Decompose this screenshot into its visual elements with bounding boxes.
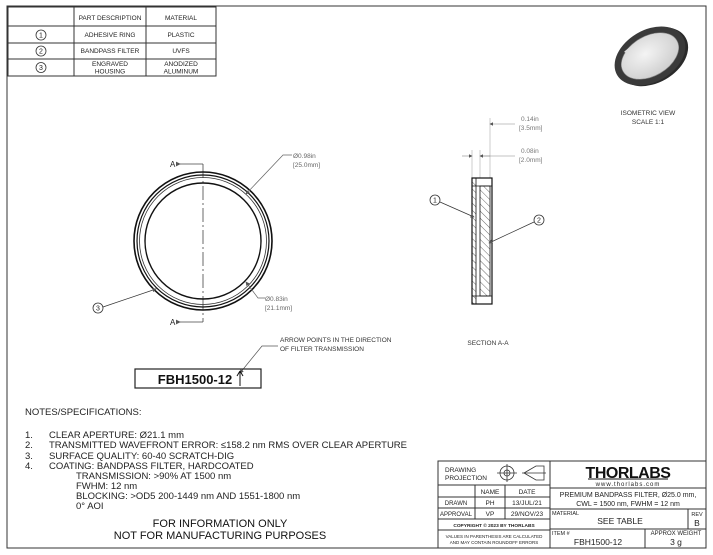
- iso-scale: SCALE 1:1: [631, 119, 665, 126]
- bom-material-3a: ANODIZED: [164, 61, 198, 68]
- thorlabs-logo: THORLABS: [585, 465, 671, 482]
- bom-table: [8, 7, 216, 76]
- parens-note-l1: VALUES IN PARENTHESIS ARE CALCULATED: [445, 534, 543, 539]
- dim-total-mm: [3.5mm]: [519, 125, 543, 132]
- note-4-aoi: 0° AOI: [76, 501, 104, 512]
- note-number: 4.: [25, 461, 33, 472]
- arrow-note-l1: ARROW POINTS IN THE DIRECTION: [280, 337, 392, 344]
- dim-filter-mm: [2.0mm]: [519, 157, 543, 164]
- approval-date: 29/NOV/23: [510, 511, 544, 518]
- note-number: 3.: [25, 451, 33, 462]
- section-label: SECTION A-A: [467, 340, 509, 347]
- note-text: CLEAR APERTURE: Ø21.1 mm: [49, 430, 184, 441]
- dim-inner-in: Ø0.83in: [265, 296, 288, 303]
- dim-outer-mm: [25.0mm]: [293, 162, 321, 169]
- copyright: COPYRIGHT © 2023 BY THORLABS: [453, 524, 535, 529]
- material-value: SEE TABLE: [597, 516, 643, 526]
- disclaimer-l2: NOT FOR MANUFACTURING PURPOSES: [113, 530, 327, 542]
- drawing-projection-l2: PROJECTION: [445, 475, 487, 482]
- approval-name: VP: [485, 511, 495, 518]
- projection-symbol-icon: [497, 464, 546, 482]
- disclaimer-l1: FOR INFORMATION ONLY: [152, 518, 288, 530]
- item-label: ITEM #: [552, 531, 570, 537]
- bom-desc-2: BANDPASS FILTER: [80, 48, 140, 55]
- note-4-blocking: BLOCKING: >OD5 200-1449 nm AND 1551-1800 nm: [76, 491, 301, 502]
- rev-label: REV: [691, 512, 703, 518]
- section-mark-bottom: A: [170, 318, 176, 327]
- drawn-label: DRAWN: [444, 501, 468, 507]
- note-number: 1.: [25, 430, 33, 441]
- dim-outer-in: Ø0.98in: [293, 153, 316, 160]
- name-header: NAME: [480, 489, 500, 496]
- drawn-date: 13/JUL/21: [512, 500, 542, 507]
- note-text: TRANSMITTED WAVEFRONT ERROR: ≤158.2 nm RMS OVER CLEAR APERTURE: [49, 440, 408, 451]
- approval-label: APPROVAL: [440, 512, 472, 518]
- bom-material-2: UVFS: [172, 48, 190, 55]
- item-value: FBH1500-12: [573, 537, 623, 547]
- note-4-transmission: TRANSMISSION: >90% AT 1500 nm: [76, 471, 232, 482]
- section-view: [430, 116, 544, 347]
- drawn-name: PH: [485, 500, 495, 507]
- dim-total-in: 0.14in: [521, 116, 539, 123]
- bom-item-1: 1: [39, 32, 43, 40]
- bom-desc-3b: HOUSING: [94, 68, 126, 76]
- section-mark-top: A: [170, 160, 176, 169]
- description-l2: CWL = 1500 nm, FWHM = 12 nm: [576, 501, 680, 508]
- note-number: 2.: [25, 440, 33, 451]
- callout-1: 1: [433, 197, 437, 205]
- engraving-text: FBH1500-12: [157, 372, 233, 387]
- bom-desc-1: ADHESIVE RING: [84, 32, 136, 39]
- drawing-projection-l1: DRAWING: [445, 467, 477, 474]
- date-header: DATE: [518, 489, 536, 496]
- website: www.thorlabs.com: [595, 482, 661, 488]
- callout-3: 3: [96, 305, 100, 313]
- parens-note-l2: AND MAY CONTAIN ROUNDOFF ERRORS: [449, 540, 539, 545]
- notes-title: NOTES/SPECIFICATIONS:: [25, 407, 142, 418]
- front-view: [93, 153, 392, 388]
- arrow-note-l2: OF FILTER TRANSMISSION: [280, 346, 364, 353]
- note-text: COATING: BANDPASS FILTER, HARDCOATED: [49, 461, 254, 472]
- title-block: [438, 461, 706, 548]
- dim-inner-mm: [21.1mm]: [265, 305, 293, 312]
- bom-item-3: 3: [39, 65, 43, 72]
- weight-value: 3 g: [670, 537, 682, 547]
- iso-label: ISOMETRIC VIEW: [620, 110, 676, 117]
- note-2: [25, 440, 407, 451]
- weight-label: APPROX WEIGHT: [650, 531, 702, 537]
- note-text: SURFACE QUALITY: 60-40 SCRATCH-DIG: [49, 451, 235, 462]
- isometric-view: [604, 13, 699, 126]
- dim-filter-in: 0.08in: [521, 148, 539, 155]
- bom-header-material: MATERIAL: [164, 15, 198, 22]
- bom-material-1: PLASTIC: [167, 32, 195, 39]
- bom-desc-3a: ENGRAVED: [92, 61, 128, 68]
- bom-material-3b: ALUMINUM: [163, 68, 199, 76]
- callout-2: 2: [537, 217, 541, 225]
- bom-item-2: 2: [39, 48, 43, 56]
- rev-value: B: [694, 518, 700, 528]
- material-label: MATERIAL: [552, 511, 580, 517]
- bom-header-description: PART DESCRIPTION: [78, 15, 142, 22]
- note-4-fwhm: FWHM: 12 nm: [76, 481, 138, 492]
- description-l1: PREMIUM BANDPASS FILTER, Ø25.0 mm,: [559, 492, 697, 499]
